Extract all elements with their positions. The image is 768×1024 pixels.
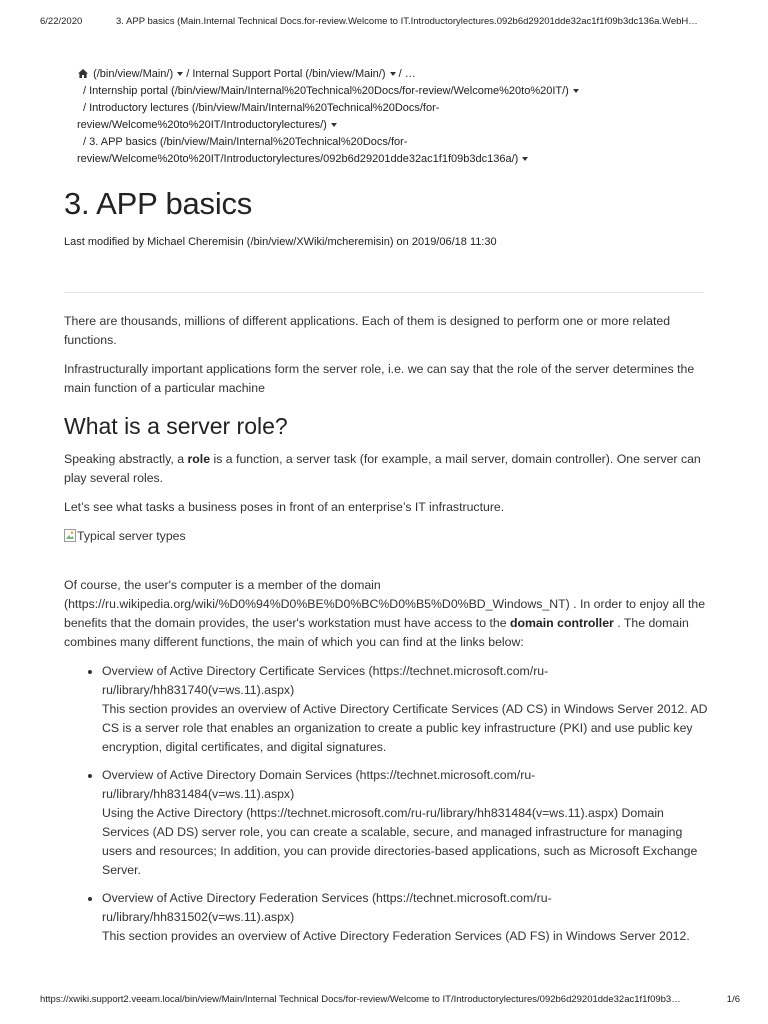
service-description: This section provides an overview of Active Directory Federation Services (AD FS) in Windows Server 2012. xyxy=(102,929,690,943)
print-date: 6/22/2020 xyxy=(40,16,83,27)
list-item xyxy=(102,889,708,946)
breadcrumb-label[interactable]: review/Welcome%20to%20IT/Introductorylectures/) xyxy=(77,119,327,131)
breadcrumb-label[interactable]: / Introductory lectures (/bin/view/Main/Internal%20Technical%20Docs/for- xyxy=(83,102,440,114)
breadcrumb-item-current-cont[interactable] xyxy=(77,151,718,168)
service-link[interactable]: Overview of Active Directory Domain Services (https://technet.microsoft.com/ru-ru/library/hh831484(v=ws.11).aspx) xyxy=(102,768,536,801)
breadcrumb-label[interactable]: (/bin/view/Main/) xyxy=(93,68,174,80)
service-link[interactable]: Overview of Active Directory Federation Services (https://technet.microsoft.com/ru-ru/library/hh831502(v=ws.11).aspx) xyxy=(102,891,552,924)
list-item xyxy=(102,766,708,880)
text-segment: . The domain combines many different functions, the main of which you can find at the links below: xyxy=(64,616,689,649)
chevron-down-icon[interactable] xyxy=(331,123,337,127)
breadcrumb-label[interactable]: / Internship portal (/bin/view/Main/Internal%20Technical%20Docs/for-review/Welcome%20to%20IT/) xyxy=(83,85,569,97)
breadcrumb-item-lectures[interactable] xyxy=(78,100,718,117)
chevron-down-icon[interactable] xyxy=(177,72,183,76)
last-modified: Last modified by Michael Cheremisin (/bin/view/XWiki/mcheremisin) on 2019/06/18 11:30 xyxy=(64,236,497,248)
breadcrumb xyxy=(78,66,718,168)
breadcrumb-item-internship[interactable] xyxy=(78,83,718,100)
bold-term: role xyxy=(187,452,211,466)
print-title: 3. APP basics (Main.Internal Technical Docs.for-review.Welcome to IT.Introductorylectures.092b6d29201dde32ac1f1f09b3dc136a.WebH… xyxy=(116,16,698,27)
page-title: 3. APP basics xyxy=(64,186,253,221)
breadcrumb-item-home[interactable] xyxy=(78,66,718,83)
service-link[interactable]: Overview of Active Directory Certificate Services (https://technet.microsoft.com/ru-ru/library/hh831740(v=ws.11).aspx) xyxy=(102,664,549,697)
intro-paragraph: There are thousands, millions of different applications. Each of them is designed to perform one or more related functions. xyxy=(64,314,671,347)
broken-image-icon xyxy=(64,529,76,542)
chevron-down-icon[interactable] xyxy=(522,157,528,161)
page-content xyxy=(64,312,708,955)
intro-paragraph: Infrastructurally important applications form the server role, i.e. we can say that the role of the server determines the main function of a particular machine xyxy=(64,362,695,395)
service-description: This section provides an overview of Active Directory Certificate Services (AD CS) in Windows Server 2012. AD CS is a server role that enables an organization to create a public key infrastructure (PKI) and use public key encryption, digital certificates, and digital signatures. xyxy=(102,702,708,754)
page-number: 1/6 xyxy=(726,994,740,1005)
breadcrumb-label[interactable]: / 3. APP basics (/bin/view/Main/Internal%20Technical%20Docs/for- xyxy=(83,136,408,148)
chevron-down-icon[interactable] xyxy=(573,89,579,93)
breadcrumb-item-current[interactable] xyxy=(78,134,718,151)
print-url: https://xwiki.support2.veeam.local/bin/view/Main/Internal Technical Docs/for-review/Welcome to IT/Introductorylectures/092b6d29201dde32ac1f1f09b3… xyxy=(40,994,681,1005)
role-paragraph xyxy=(64,450,708,488)
domain-paragraph xyxy=(64,576,708,652)
bold-term: domain controller xyxy=(509,616,614,630)
text-segment: is a function, a server task (for example, a mail server, domain controller). One server can play several roles. xyxy=(64,452,701,485)
list-item xyxy=(102,662,708,757)
print-footer xyxy=(40,994,740,1005)
image-alt-text: Typical server types xyxy=(77,529,186,543)
chevron-down-icon[interactable] xyxy=(390,72,396,76)
breadcrumb-label[interactable]: / Internal Support Portal (/bin/view/Main/) xyxy=(186,68,386,80)
breadcrumb-item-lectures-cont[interactable] xyxy=(77,117,718,134)
tasks-paragraph: Let’s see what tasks a business poses in front of an enterprise’s IT infrastructure. xyxy=(64,500,505,514)
home-icon xyxy=(78,69,88,78)
text-segment: Of course, the user's computer is a member of the domain (https://ru.wikipedia.org/wiki/%D0%94%D0%BE%D0%BC%D0%B5%D0%BD_Windows_NT) . In order to enjoy all the benefits that the domain provides, the user's workstation must have access to the xyxy=(64,578,706,630)
print-header xyxy=(40,16,740,27)
text-segment: Speaking abstractly, a xyxy=(64,452,188,466)
section-heading: What is a server role? xyxy=(64,413,288,439)
service-description: Using the Active Directory (https://technet.microsoft.com/ru-ru/library/hh831484(v=ws.11).aspx) Domain Services (AD DS) server role, you can create a scalable, secure, and managed infrastructure for managing users and resources; In addition, you can provide directories-based applications, such as Microsoft Exchange Server. xyxy=(102,806,698,877)
services-list xyxy=(64,662,708,946)
breadcrumb-label[interactable]: review/Welcome%20to%20IT/Introductorylectures/092b6d29201dde32ac1f1f09b3dc136a/) xyxy=(77,153,519,165)
breadcrumb-ellipsis[interactable]: / … xyxy=(398,68,416,80)
divider xyxy=(64,292,704,293)
broken-image xyxy=(64,527,708,546)
